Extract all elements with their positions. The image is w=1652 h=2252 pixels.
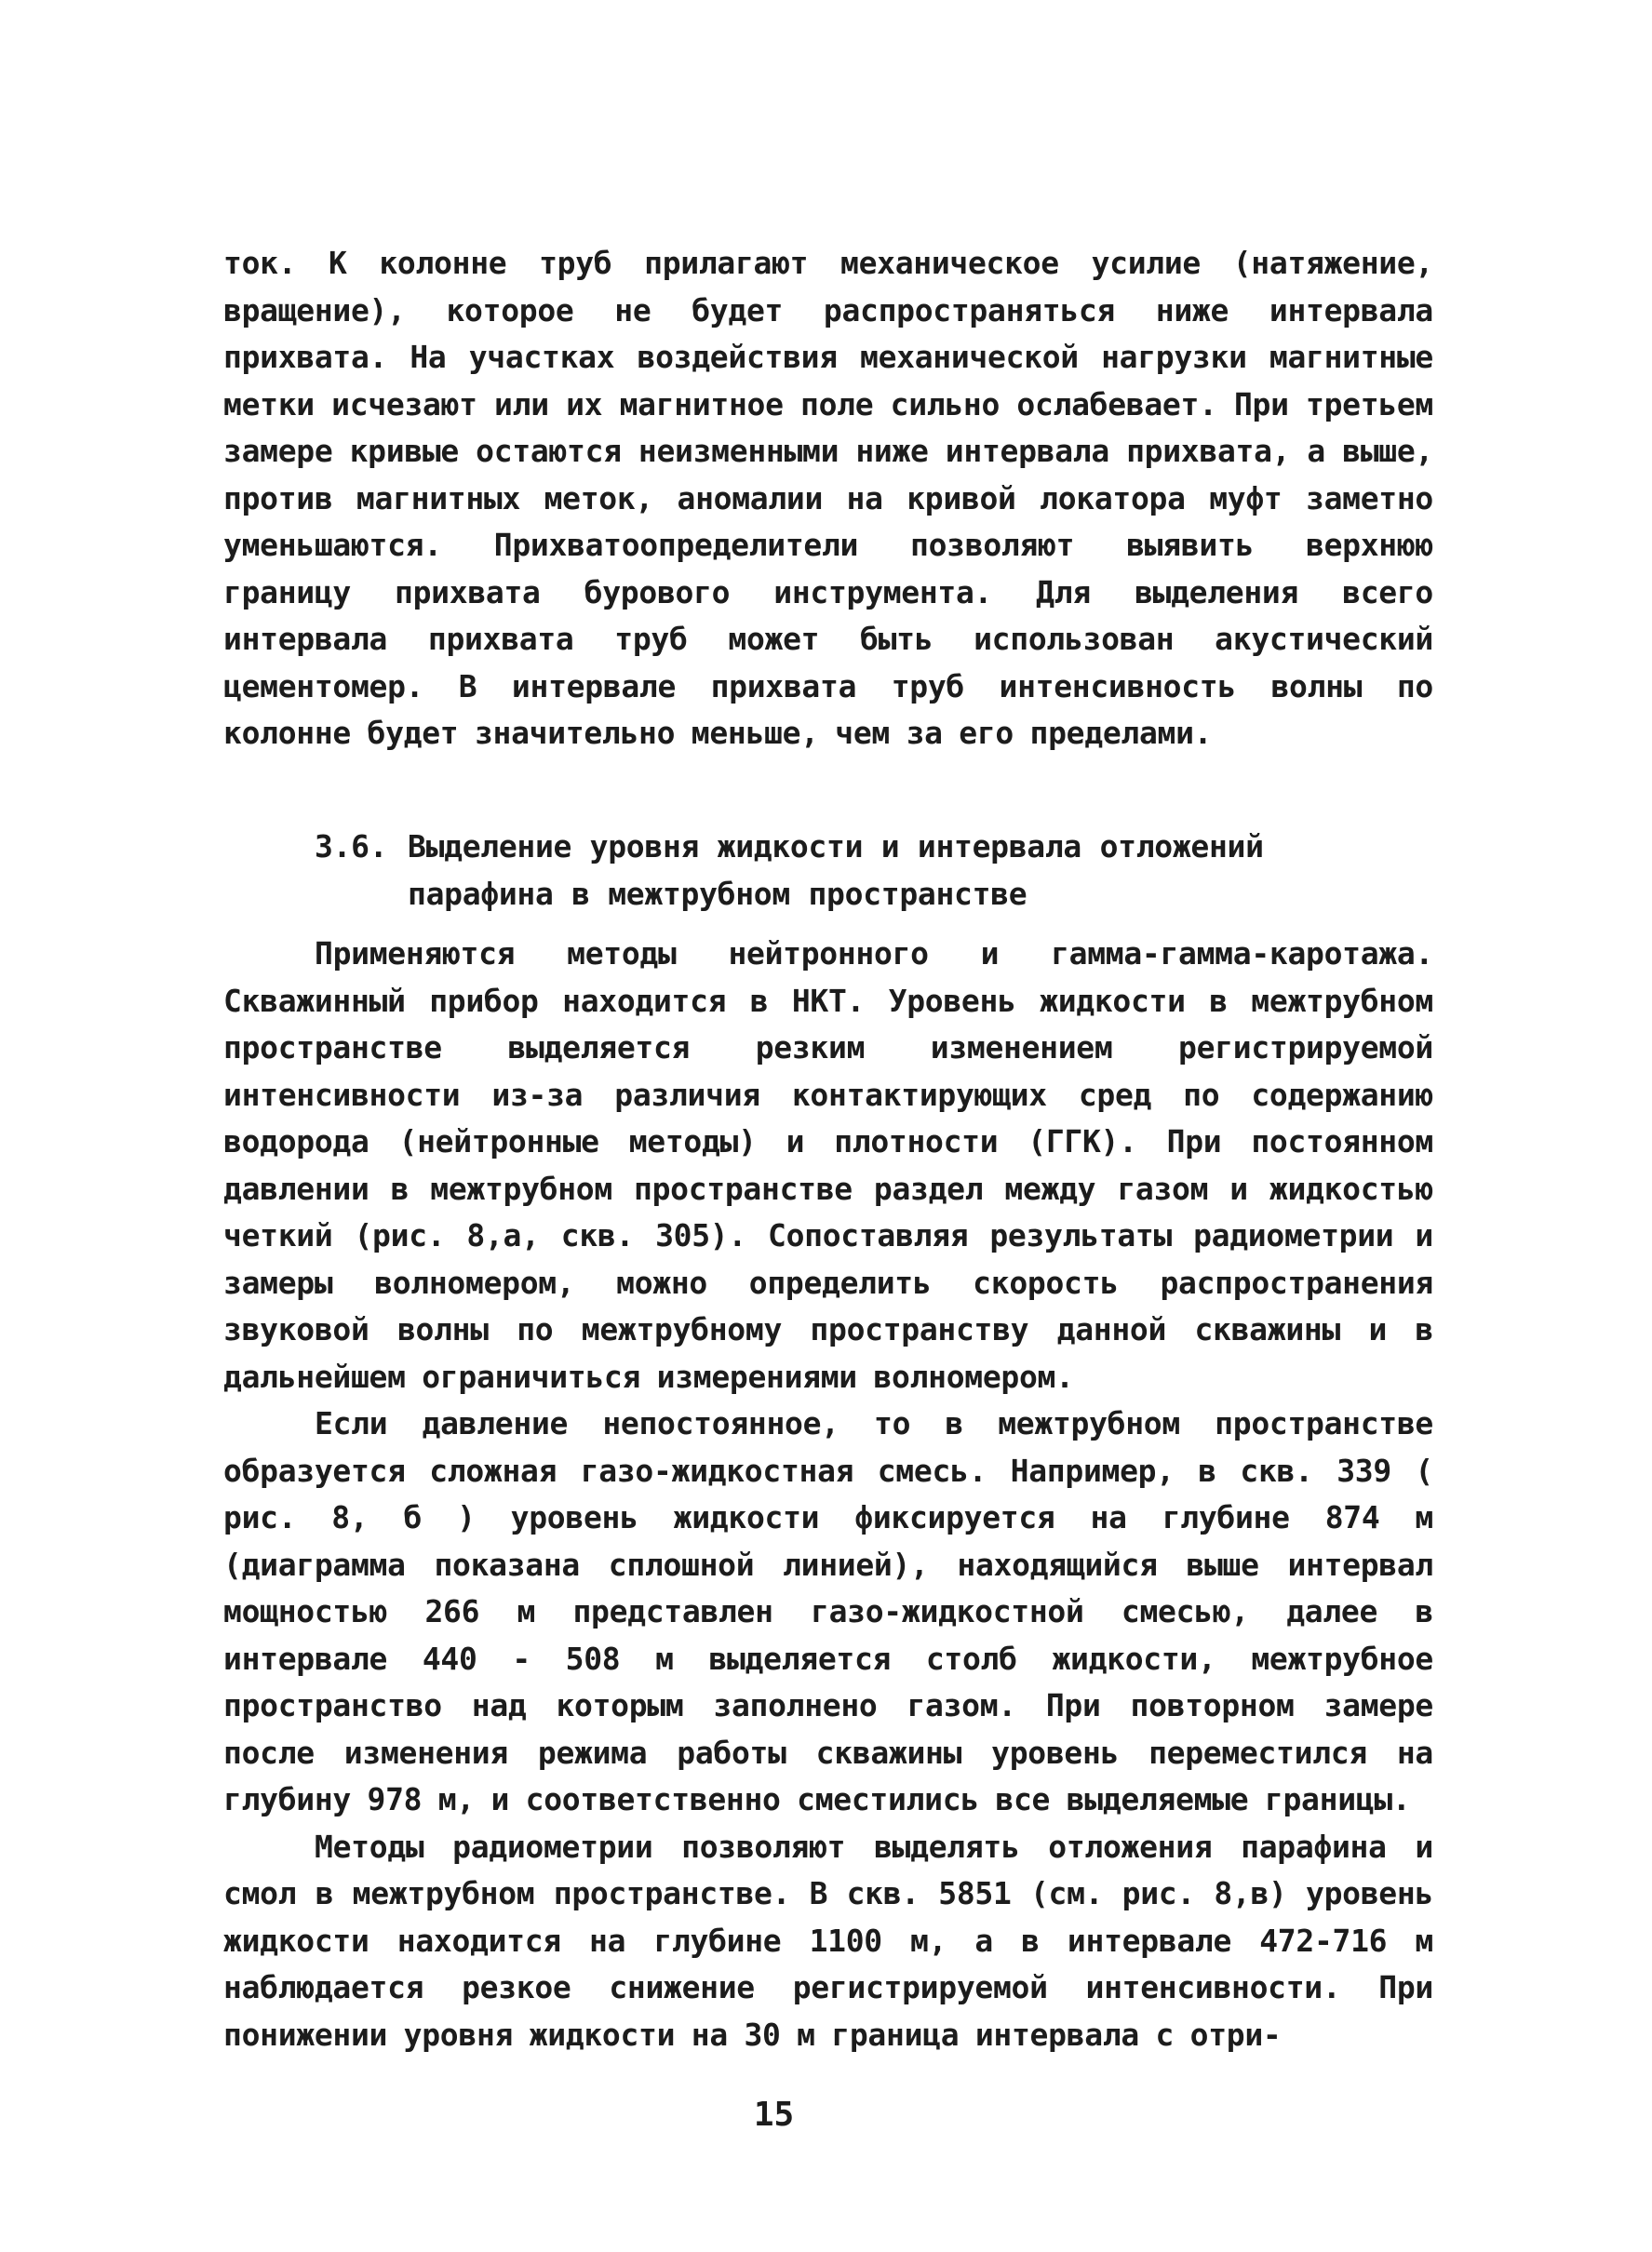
section-body — [223, 931, 1433, 2058]
intro-paragraph-block — [223, 240, 1433, 757]
paragraph-paraffin: Методы радиометрии позволяют выделять отложения парафина и смол в межтрубном пространстве. В скв. 5851 (см. рис. 8,в) уровень жидкости находится на глубине 1100 м, а в интервале 472-716 м наблюдается резкое снижение регистрируемой интенсивности. При понижении уровня жидкости на 30 м граница интервала с отри- — [223, 1828, 1433, 2053]
paragraph-methods: Применяются методы нейтронного и гамма-гамма-каротажа. Скважинный прибор находится в НКТ. Уровень жидкости в межтрубном пространстве выделяется резким изменением регистрируемой интенсивности из-за различия контактирующих сред по содержанию водорода (нейтронные методы) и плотности (ГГК). При постоянном давлении в межтрубном пространстве раздел между газом и жидкостью четкий (рис. 8,а, скв. 305). Сопоставляя результаты радиометрии и замеры волномером, можно определить скорость распространения звуковой волны по межтрубному пространству данной скважины и в дальнейшем ограничиться измерениями волномером. — [223, 935, 1433, 1395]
paragraph-pressure: Если давление непостоянное, то в межтрубном пространстве образуется сложная газо-жидкостная смесь. Например, в скв. 339 ( рис. 8, б ) уровень жидкости фиксируется на глубине 874 м (диаграмма показана сплошной линией), находящийся выше интервал мощностью 266 м представлен газо-жидкостной смесью, далее в интервале 440 - 508 м выделяется столб жидкости, межтрубное пространство над которым заполнено газом. При повторном замере после изменения режима работы скважины уровень переместился на глубину 978 м, и соответственно сместились все выделяемые границы. — [223, 1405, 1433, 1817]
section-title-line1: Выделение уровня жидкости и интервала отложений — [408, 828, 1264, 865]
page-number: 15 — [753, 2096, 795, 2134]
section-heading — [223, 824, 1433, 918]
section-title-line2: парафина в межтрубном пространстве — [408, 875, 1027, 912]
section-number: 3.6. — [315, 828, 388, 865]
intro-paragraph: ток. К колонне труб прилагают механическое усилие (натяжение, вращение), которое не будет распространяться ниже интервала прихвата. На участках воздействия механической нагрузки магнитные метки исчезают или их магнитное поле сильно ослабевает. При третьем замере кривые остаются неизменными ниже интервала прихвата, а выше, против магнитных меток, аномалии на кривой локатора муфт заметно уменьшаются. Прихватоопределители позволяют выявить верхнюю границу прихвата бурового инструмента. Для выделения всего интервала прихвата труб может быть использован акустический цементомер. В интервале прихвата труб интенсивность волны по колонне будет значительно меньше, чем за его пределами. — [223, 245, 1433, 751]
